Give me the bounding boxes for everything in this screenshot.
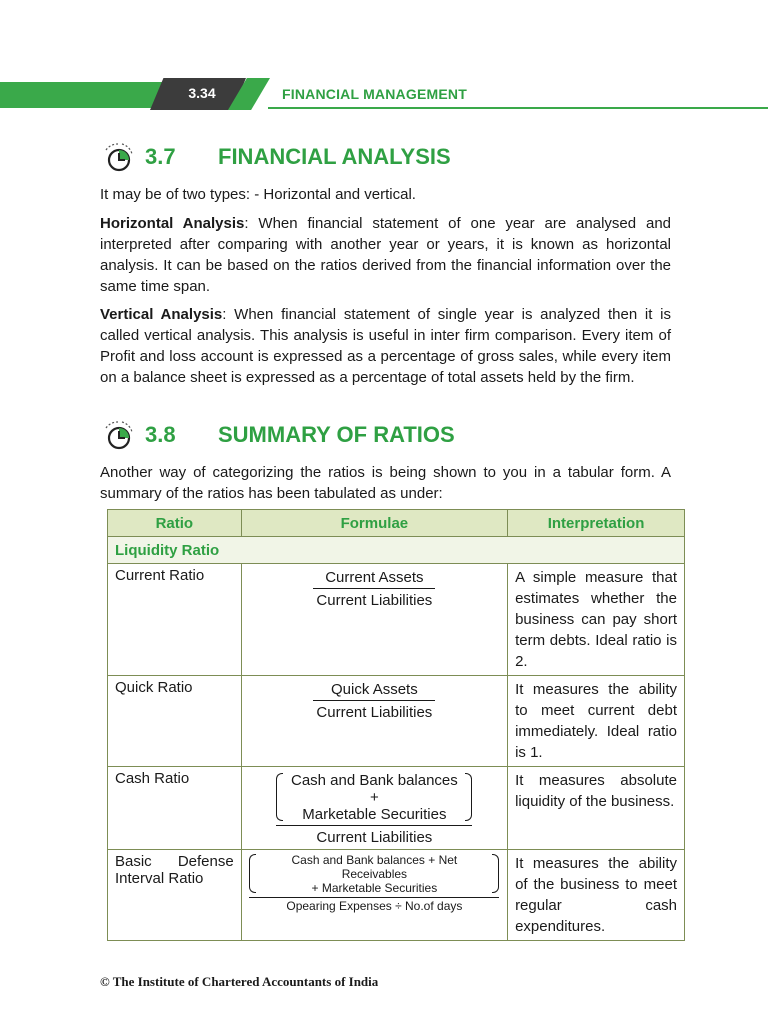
page-number: 3.34 xyxy=(188,85,216,101)
formula-numerator: Quick Assets xyxy=(331,681,418,698)
formula-denominator: Opearing Expenses ÷ No.of days xyxy=(286,899,463,913)
summary-intro-paragraph xyxy=(100,462,671,504)
vertical-analysis-label: Vertical Analysis xyxy=(100,306,223,323)
column-header-interpretation: Interpretation xyxy=(508,510,685,537)
table-header-row xyxy=(108,510,685,537)
numerator-parentheses xyxy=(249,853,499,895)
category-label: Liquidity Ratio xyxy=(108,537,685,564)
section-title: FINANCIAL ANALYSIS xyxy=(218,144,451,169)
ratio-formula xyxy=(241,850,507,941)
formula-denominator: Current Liabilities xyxy=(316,592,433,609)
formula-fraction xyxy=(313,679,435,721)
ratio-interpretation: It measures the ability of the business to meet regular cash expenditures. xyxy=(508,850,685,941)
horizontal-analysis-text: : When financial statement of one year are analysed and interpreted after comparing with another year or years, it is known as horizontal analysis. It can be based on the ratios derived from the financial information over the same time span. xyxy=(100,215,671,295)
ratio-name: Cash Ratio xyxy=(108,767,242,850)
formula-denominator: Current Liabilities xyxy=(316,704,433,721)
page-footer: © The Institute of Chartered Accountants of India xyxy=(100,974,379,989)
ratio-formula xyxy=(241,676,507,767)
section-number: 3.7 xyxy=(145,144,176,169)
formula-fraction xyxy=(276,770,472,846)
ratio-name: Basic Defense Interval Ratio xyxy=(108,850,242,941)
horizontal-analysis-label: Horizontal Analysis xyxy=(100,215,245,232)
formula-numerator-line-1: Cash and Bank balances + Net Receivables xyxy=(291,853,458,881)
intro-paragraph xyxy=(100,184,671,205)
ratio-interpretation: A simple measure that estimates whether the business can pay short term debts. Ideal ratio is 2. xyxy=(508,564,685,676)
ratio-name: Current Ratio xyxy=(108,564,242,676)
header-band xyxy=(0,82,176,108)
formula-numerator xyxy=(276,770,472,825)
formula-fraction xyxy=(313,567,435,609)
numerator-parentheses xyxy=(276,772,472,823)
table-row xyxy=(108,564,685,676)
section-title: SUMMARY OF RATIOS xyxy=(218,422,455,447)
vertical-analysis-paragraph xyxy=(100,304,671,388)
clock-icon xyxy=(100,418,136,454)
formula-numerator-line-2: + Marketable Securities xyxy=(311,881,438,895)
category-row xyxy=(108,537,685,564)
section-number: 3.8 xyxy=(145,422,176,447)
formula-fraction xyxy=(249,853,499,913)
header-rule xyxy=(268,107,768,109)
formula-numerator: Current Assets xyxy=(325,569,424,586)
formula-denominator: Current Liabilities xyxy=(316,829,433,846)
clock-icon xyxy=(100,140,136,176)
ratio-formula xyxy=(241,564,507,676)
intro-text: It may be of two types: - Horizontal and vertical. xyxy=(100,186,416,203)
column-header-ratio: Ratio xyxy=(108,510,242,537)
running-title: FINANCIAL MANAGEMENT xyxy=(282,86,467,102)
ratios-table xyxy=(107,509,685,941)
table-row xyxy=(108,676,685,767)
column-header-formulae: Formulae xyxy=(241,510,507,537)
ratio-interpretation: It measures absolute liquidity of the business. xyxy=(508,767,685,850)
ratio-name: Quick Ratio xyxy=(108,676,242,767)
table-row xyxy=(108,850,685,941)
formula-numerator-line-2: Marketable Securities xyxy=(302,806,447,823)
ratio-interpretation: It measures the ability to meet current debt immediately. Ideal ratio is 1. xyxy=(508,676,685,767)
formula-numerator xyxy=(249,853,499,897)
summary-intro-text: Another way of categorizing the ratios is being shown to you in a tabular form. A summary of the ratios has been tabulated as under: xyxy=(100,464,671,502)
formula-numerator-line-1: Cash and Bank balances + xyxy=(290,772,458,806)
ratio-formula xyxy=(241,767,507,850)
table-row xyxy=(108,767,685,850)
horizontal-analysis-paragraph xyxy=(100,213,671,297)
vertical-analysis-text: : When financial statement of single year is analyzed then it is called vertical analysis. This analysis is useful in inter firm comparison. Every item of Profit and loss account is expressed as a percentage of gross sales, while every item on a balance sheet is expressed as a percentage of total assets held by the firm. xyxy=(100,306,671,386)
